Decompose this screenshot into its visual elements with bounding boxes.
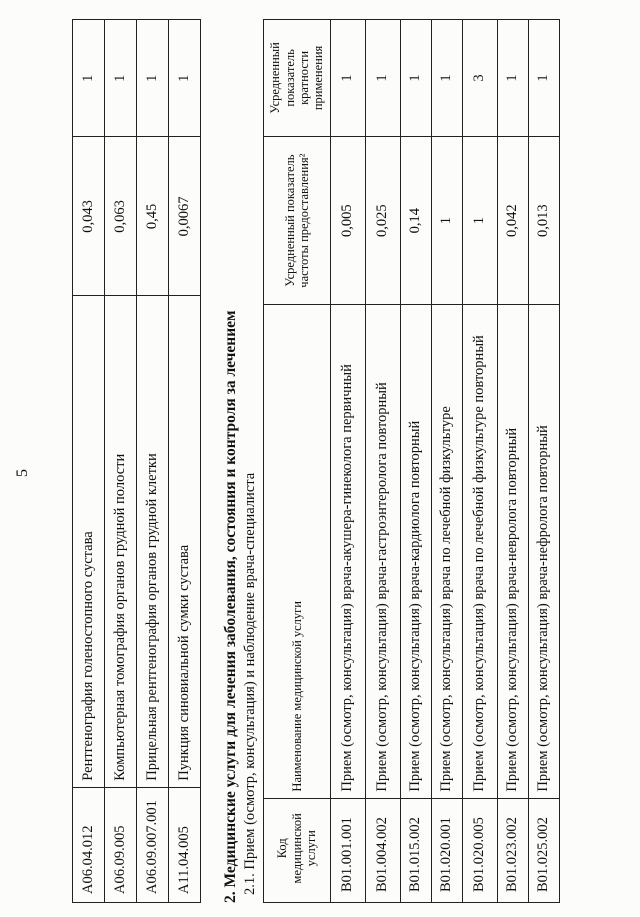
table-row — [105, 20, 137, 903]
header-frequency: Усредненный показатель частоты предоставления² — [264, 136, 331, 305]
service-code: B01.001.001 — [331, 798, 366, 902]
frequency-value: 0,042 — [498, 136, 529, 305]
multiplicity-value: 3 — [463, 20, 498, 137]
table-row — [498, 20, 529, 903]
service-name: Пункция синовиальной сумки сустава — [169, 296, 201, 787]
service-name: Прием (осмотр, консультация) врача-акушера-гинеколога первичный — [331, 305, 366, 798]
frequency-value: 0,45 — [137, 137, 169, 296]
service-code: B01.023.002 — [498, 798, 529, 902]
header-name: Наименование медицинской услуги — [264, 305, 331, 798]
service-name: Прием (осмотр, консультация) врача по лечебной физкультуре — [432, 305, 463, 798]
service-code: A11.04.005 — [169, 787, 201, 902]
table-row — [463, 20, 498, 903]
table-row — [366, 20, 401, 903]
frequency-value: 1 — [432, 136, 463, 305]
frequency-value: 0,0067 — [169, 137, 201, 296]
service-name: Прием (осмотр, консультация) врача-невролога повторный — [498, 305, 529, 798]
service-code: A06.09.007.001 — [137, 787, 169, 902]
multiplicity-value: 1 — [529, 20, 560, 137]
frequency-value: 0,025 — [366, 136, 401, 305]
section-heading: 2. Медицинские услуги для лечения заболевания, состояния и контроля за лечением — [222, 310, 239, 903]
multiplicity-value: 1 — [432, 20, 463, 137]
table-row — [73, 20, 105, 903]
header-code: Код медицинской услуги — [264, 798, 331, 902]
frequency-value: 0,043 — [73, 137, 105, 296]
service-name: Прицельная рентгенография органов грудной клетки — [137, 296, 169, 787]
multiplicity-value: 1 — [137, 20, 169, 137]
frequency-value: 0,005 — [331, 136, 366, 305]
service-name: Прием (осмотр, консультация) врача по лечебной физкультуре повторный — [463, 305, 498, 798]
service-code: B01.020.001 — [432, 798, 463, 902]
table-row — [401, 20, 432, 903]
multiplicity-value: 1 — [169, 20, 201, 137]
service-name: Рентгенография голеностопного сустава — [73, 296, 105, 787]
header-multiplicity: Усредненный показатель кратности применения — [264, 20, 331, 137]
frequency-value: 0,063 — [105, 137, 137, 296]
table-row — [137, 20, 169, 903]
multiplicity-value: 1 — [498, 20, 529, 137]
service-code: B01.004.002 — [366, 798, 401, 902]
multiplicity-value: 1 — [105, 20, 137, 137]
service-code: A06.04.012 — [73, 787, 105, 902]
service-name: Прием (осмотр, консультация) врача-кардиолога повторный — [401, 305, 432, 798]
service-name: Прием (осмотр, консультация) врача-нефролога повторный — [529, 305, 560, 798]
service-code: A06.09.005 — [105, 787, 137, 902]
multiplicity-value: 1 — [401, 20, 432, 137]
frequency-value: 0,14 — [401, 136, 432, 305]
subsection-heading: 2.1. Прием (осмотр, консультация) и наблюдение врача-специалиста — [242, 472, 258, 895]
service-name: Прием (осмотр, консультация) врача-гастроэнтеролога повторный — [366, 305, 401, 798]
service-code: B01.025.002 — [529, 798, 560, 902]
frequency-value: 1 — [463, 136, 498, 305]
table-row — [432, 20, 463, 903]
page-number: 5 — [14, 469, 31, 477]
table-row — [331, 20, 366, 903]
frequency-value: 0,013 — [529, 136, 560, 305]
multiplicity-value: 1 — [331, 20, 366, 137]
services-table-continued — [72, 19, 201, 903]
multiplicity-value: 1 — [73, 20, 105, 137]
service-code: B01.015.002 — [401, 798, 432, 902]
table-header-row — [264, 20, 331, 903]
table-row — [169, 20, 201, 903]
multiplicity-value: 1 — [366, 20, 401, 137]
table-row — [529, 20, 560, 903]
specialist-visits-table — [263, 19, 560, 903]
service-code: B01.020.005 — [463, 798, 498, 902]
service-name: Компьютерная томография органов грудной полости — [105, 296, 137, 787]
